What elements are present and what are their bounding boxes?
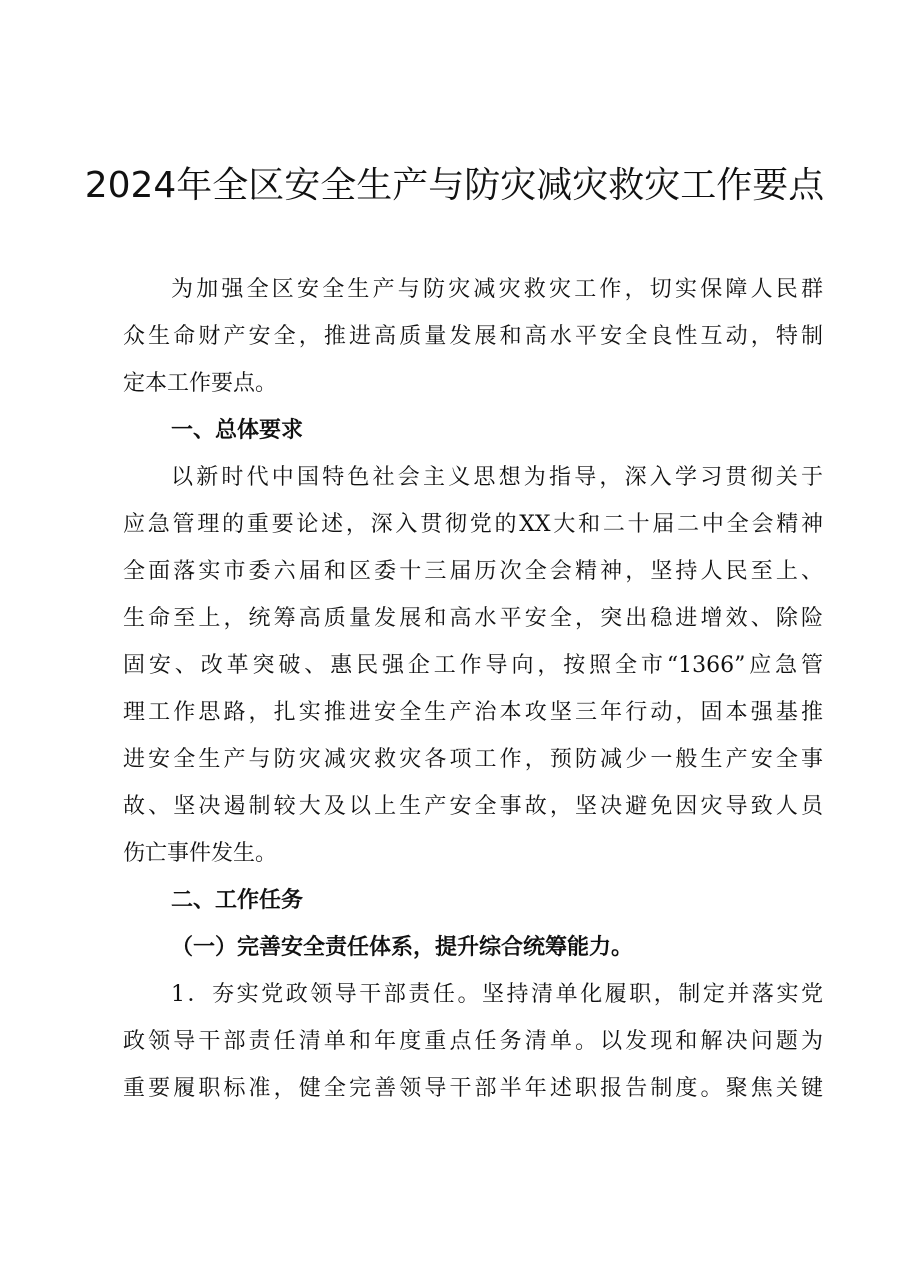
paragraph-line: 以新时代中国特色社会主义思想为指导，深入学习贯彻关于 — [171, 465, 823, 490]
paragraph-line: 伤亡事件发生。 — [123, 841, 278, 866]
paragraph-line: 为加强全区安全生产与防灾减灾救灾工作，切实保障人民群 — [171, 277, 823, 302]
paragraph-line: 固安、改革突破、惠民强企工作导向，按照全市“1366”应急管 — [123, 653, 823, 678]
paragraph-line: 理工作思路，扎实推进安全生产治本攻坚三年行动，固本强基推 — [123, 700, 823, 725]
paragraph-line: 1．夯实党政领导干部责任。坚持清单化履职，制定并落实党 — [171, 982, 823, 1007]
paragraph-line: 进安全生产与防灾减灾救灾各项工作，预防减少一般生产安全事 — [123, 747, 823, 772]
paragraph-line: 众生命财产安全，推进高质量发展和高水平安全良性互动，特制 — [123, 324, 823, 349]
paragraph-line: 生命至上，统筹高质量发展和高水平安全，突出稳进增效、除险 — [123, 606, 823, 631]
paragraph-line: 定本工作要点。 — [123, 371, 278, 396]
section-heading: 一、总体要求 — [171, 418, 304, 443]
paragraph-line: 应急管理的重要论述，深入贯彻党的XX大和二十届二中全会精神 — [123, 512, 823, 537]
document-title: 2024年全区安全生产与防灾减灾救灾工作要点 — [84, 165, 825, 206]
section-heading: 二、工作任务 — [171, 888, 304, 913]
paragraph-line: 全面落实市委六届和区委十三届历次全会精神，坚持人民至上、 — [123, 559, 823, 584]
document-body — [123, 266, 823, 1112]
paragraph-line: 重要履职标准，健全完善领导干部半年述职报告制度。聚焦关键 — [123, 1076, 823, 1101]
paragraph-line: 故、坚决遏制较大及以上生产安全事故，坚决避免因灾导致人员 — [123, 794, 823, 819]
subsection-heading: （一）完善安全责任体系，提升综合统筹能力。 — [171, 934, 634, 960]
paragraph-line: 政领导干部责任清单和年度重点任务清单。以发现和解决问题为 — [123, 1029, 823, 1054]
